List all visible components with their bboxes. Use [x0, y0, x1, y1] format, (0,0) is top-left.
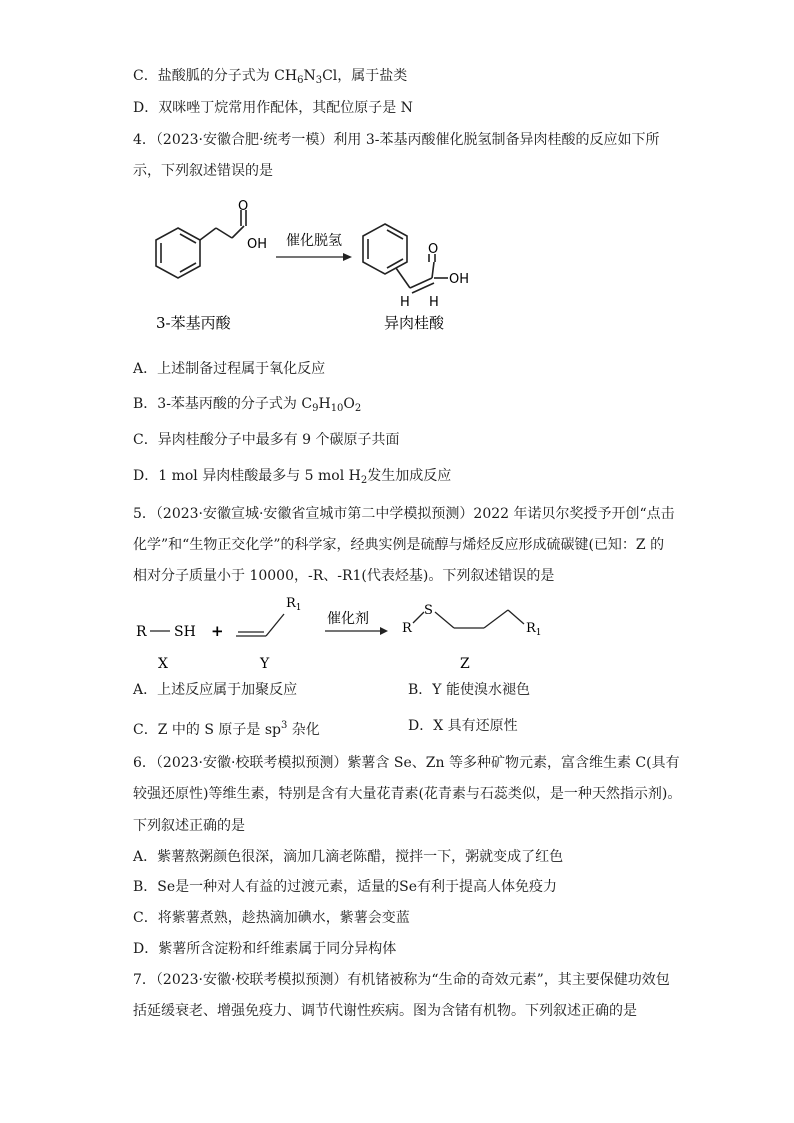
z-r1-label: $R_1$	[526, 621, 542, 638]
label-x: X	[158, 656, 168, 672]
q6-option-d: D．紫薯所含淀粉和纤维素属于同分异构体	[133, 941, 397, 957]
plus-sign: +	[211, 622, 224, 640]
z-r-label: R	[402, 621, 412, 636]
q7-stem-line1: 7．（2023·安徽·校联考模拟预测）有机锗被称为“生命的奇效元素”，其主要保健功效包	[133, 972, 670, 988]
reaction-condition: 催化脱氢	[286, 233, 342, 249]
q6-option-a: A．紫薯熬粥颜色很深，滴加几滴老陈醋，搅拌一下，粥就变成了红色	[133, 849, 564, 865]
label-z: Z	[460, 656, 470, 672]
reactant-carbonyl-o: O	[238, 199, 249, 214]
z-bond-2	[435, 612, 454, 628]
q4-stem-line1: 4．（2023·安徽合肥·统考一模）利用 3-苯基丙酸催化脱氢制备异肉桂酸的反应如下所	[133, 132, 660, 148]
catalyst-label: 催化剂	[327, 611, 369, 627]
product-oh: OH	[449, 272, 470, 287]
product-side-chain	[396, 254, 448, 293]
q5-stem-line3: 相对分子质量小于 10000，-R、-R1(代表烃基)。下列叙述错误的是	[133, 568, 555, 584]
x-sh-label: SH	[174, 624, 196, 640]
q5-option-d: D．X 具有还原性	[408, 718, 518, 734]
product-h1: H	[400, 295, 410, 310]
label-y: Y	[260, 656, 270, 672]
q4-option-c: C．异肉桂酸分子中最多有 9 个碳原子共面	[133, 432, 400, 448]
q5-option-b: B．Y 能使溴水褪色	[408, 682, 530, 698]
q3-option-c: C．盐酸胍的分子式为 $CH_6N_3Cl$，属于盐类	[133, 68, 408, 86]
benzene-ring-reactant	[156, 228, 200, 278]
q5-reaction-diagram	[130, 590, 550, 672]
z-bond-5	[508, 610, 524, 624]
alkene-r1-bond	[266, 614, 284, 636]
product-h2: H	[429, 295, 439, 310]
q5-option-c: C．Z 中的 S 原子是 $sp^3$ 杂化	[133, 720, 320, 738]
q4-reaction-diagram	[140, 198, 500, 343]
reactant-name: 3-苯基丙酸	[156, 314, 231, 332]
q6-stem-line3: 下列叙述正确的是	[133, 818, 245, 834]
reaction-arrow-head	[343, 253, 352, 261]
q6-stem-line2: 较强还原性)等维生素，特别是含有大量花青素(花青素与石蕊类似，是一种天然指示剂)。	[133, 786, 682, 802]
z-bond-4	[484, 610, 508, 628]
benzene-ring-product	[363, 224, 407, 274]
q4-option-b: B．3-苯基丙酸的分子式为 $C_9H_{10}O_2$	[133, 396, 362, 414]
reactant-oh: OH	[247, 237, 268, 252]
q5-option-a: A．上述反应属于加聚反应	[133, 682, 298, 698]
catalyst-arrow-head	[380, 627, 388, 635]
product-name: 异肉桂酸	[384, 314, 445, 332]
y-r1-label: $R_1$	[286, 596, 302, 613]
product-carbonyl-o: O	[428, 242, 439, 257]
q4-stem-line2: 示，下列叙述错误的是	[133, 163, 273, 179]
reactant-side-chain	[200, 210, 246, 240]
q5-stem-line2: 化学”和“生物正交化学”的科学家，经典实例是硫醇与烯烃反应形成硫碳键(已知：Z 的	[133, 537, 665, 553]
q6-stem-line1: 6．（2023·安徽·校联考模拟预测）紫薯含 Se、Zn 等多种矿物元素，富含维生素 C(具有	[133, 755, 680, 771]
q4-option-a: A．上述制备过程属于氧化反应	[133, 361, 326, 377]
q7-stem-line2: 括延缓衰老、增强免疫力、调节代谢性疾病。图为含锗有机物。下列叙述正确的是	[133, 1003, 637, 1019]
q6-option-b: B．Se是一种对人有益的过渡元素，适量的Se有利于提高人体免疫力	[133, 879, 558, 895]
q5-stem-line1: 5．（2023·安徽宣城·安徽省宣城市第二中学模拟预测）2022 年诺贝尔奖授予开创“点击	[133, 506, 675, 522]
q6-option-c: C．将紫薯煮熟，趁热滴加碘水，紫薯会变蓝	[133, 910, 410, 926]
z-bond-1	[413, 612, 424, 623]
q4-option-d: D．1 mol 异肉桂酸最多与 5 mol $H_2$发生加成反应	[133, 468, 452, 486]
x-r-label: R	[136, 624, 147, 640]
z-s-label: S	[424, 603, 433, 618]
q3-option-d: D．双咪唑丁烷常用作配体，其配位原子是 N	[133, 100, 413, 116]
